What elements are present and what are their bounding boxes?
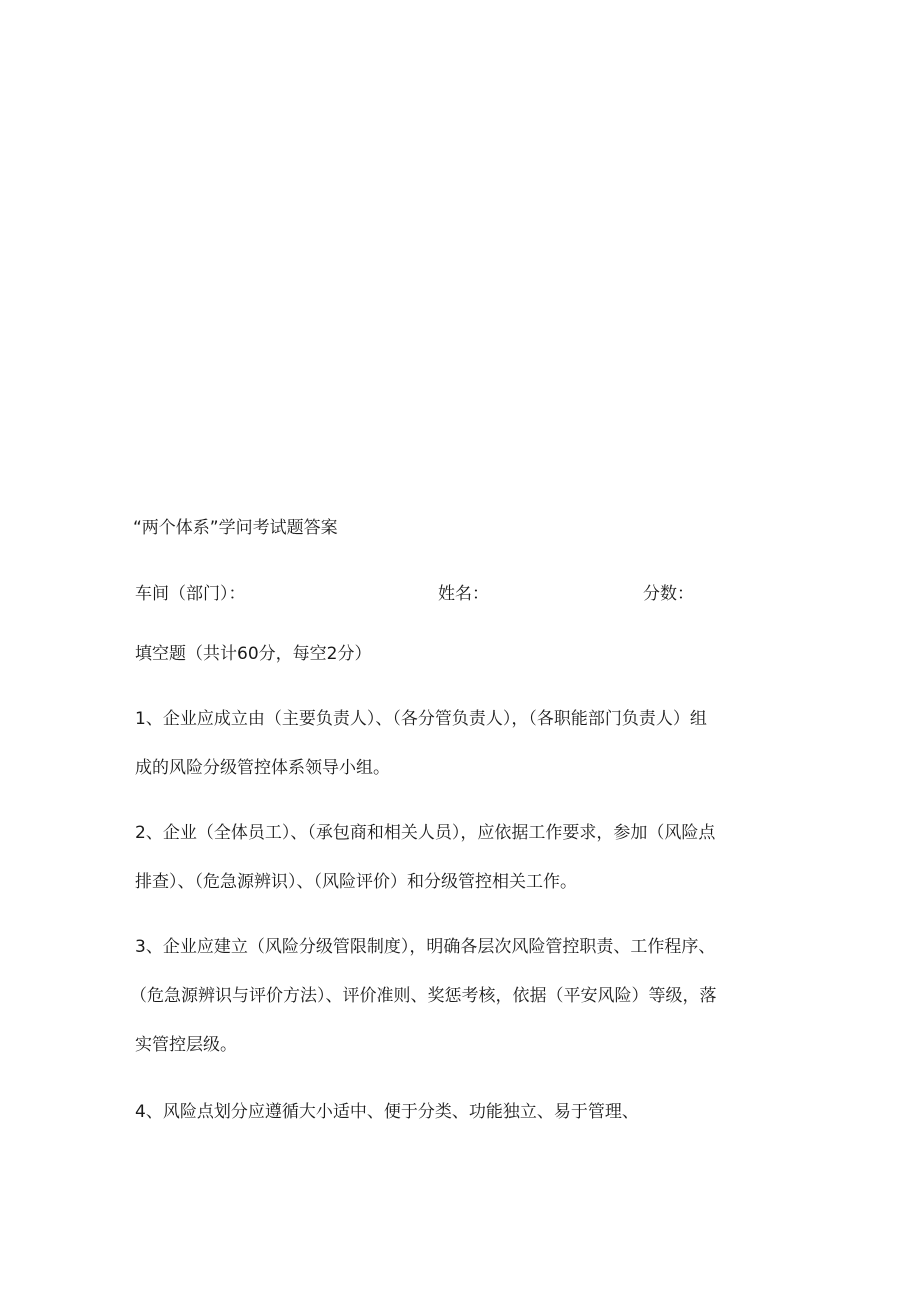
section-heading: 填空题（共计60分，每空2分） — [135, 644, 372, 664]
score-label: 分数： — [643, 584, 694, 604]
department-label: 车间（部门）： — [135, 584, 246, 604]
question-4-line-1: 4、风险点划分应遵循大小适中、便于分类、功能独立、易于管理、 — [135, 1102, 639, 1122]
document-title: “两个体系”学问考试题答案 — [133, 518, 338, 538]
question-3-line-1: 3、企业应建立（风险分级管限制度），明确各层次风险管控职责、工作程序、 — [135, 937, 716, 957]
question-1-line-1: 1、企业应成立由（主要负责人）、（各分管负责人），（各职能部门负责人）组 — [135, 709, 707, 729]
question-2-line-2: 排查）、（危急源辨识）、（风险评价）和分级管控相关工作。 — [135, 872, 577, 892]
question-1-line-2: 成的风险分级管控体系领导小组。 — [135, 758, 390, 778]
question-3-line-2: （危急源辨识与评价方法）、评价准则、奖惩考核，依据（平安风险）等级，落 — [130, 986, 717, 1006]
name-label: 姓名： — [438, 584, 489, 604]
question-2-line-1: 2、企业（全体员工）、（承包商和相关人员），应依据工作要求，参加（风险点 — [135, 823, 716, 843]
question-3-line-3: 实管控层级。 — [135, 1035, 237, 1055]
